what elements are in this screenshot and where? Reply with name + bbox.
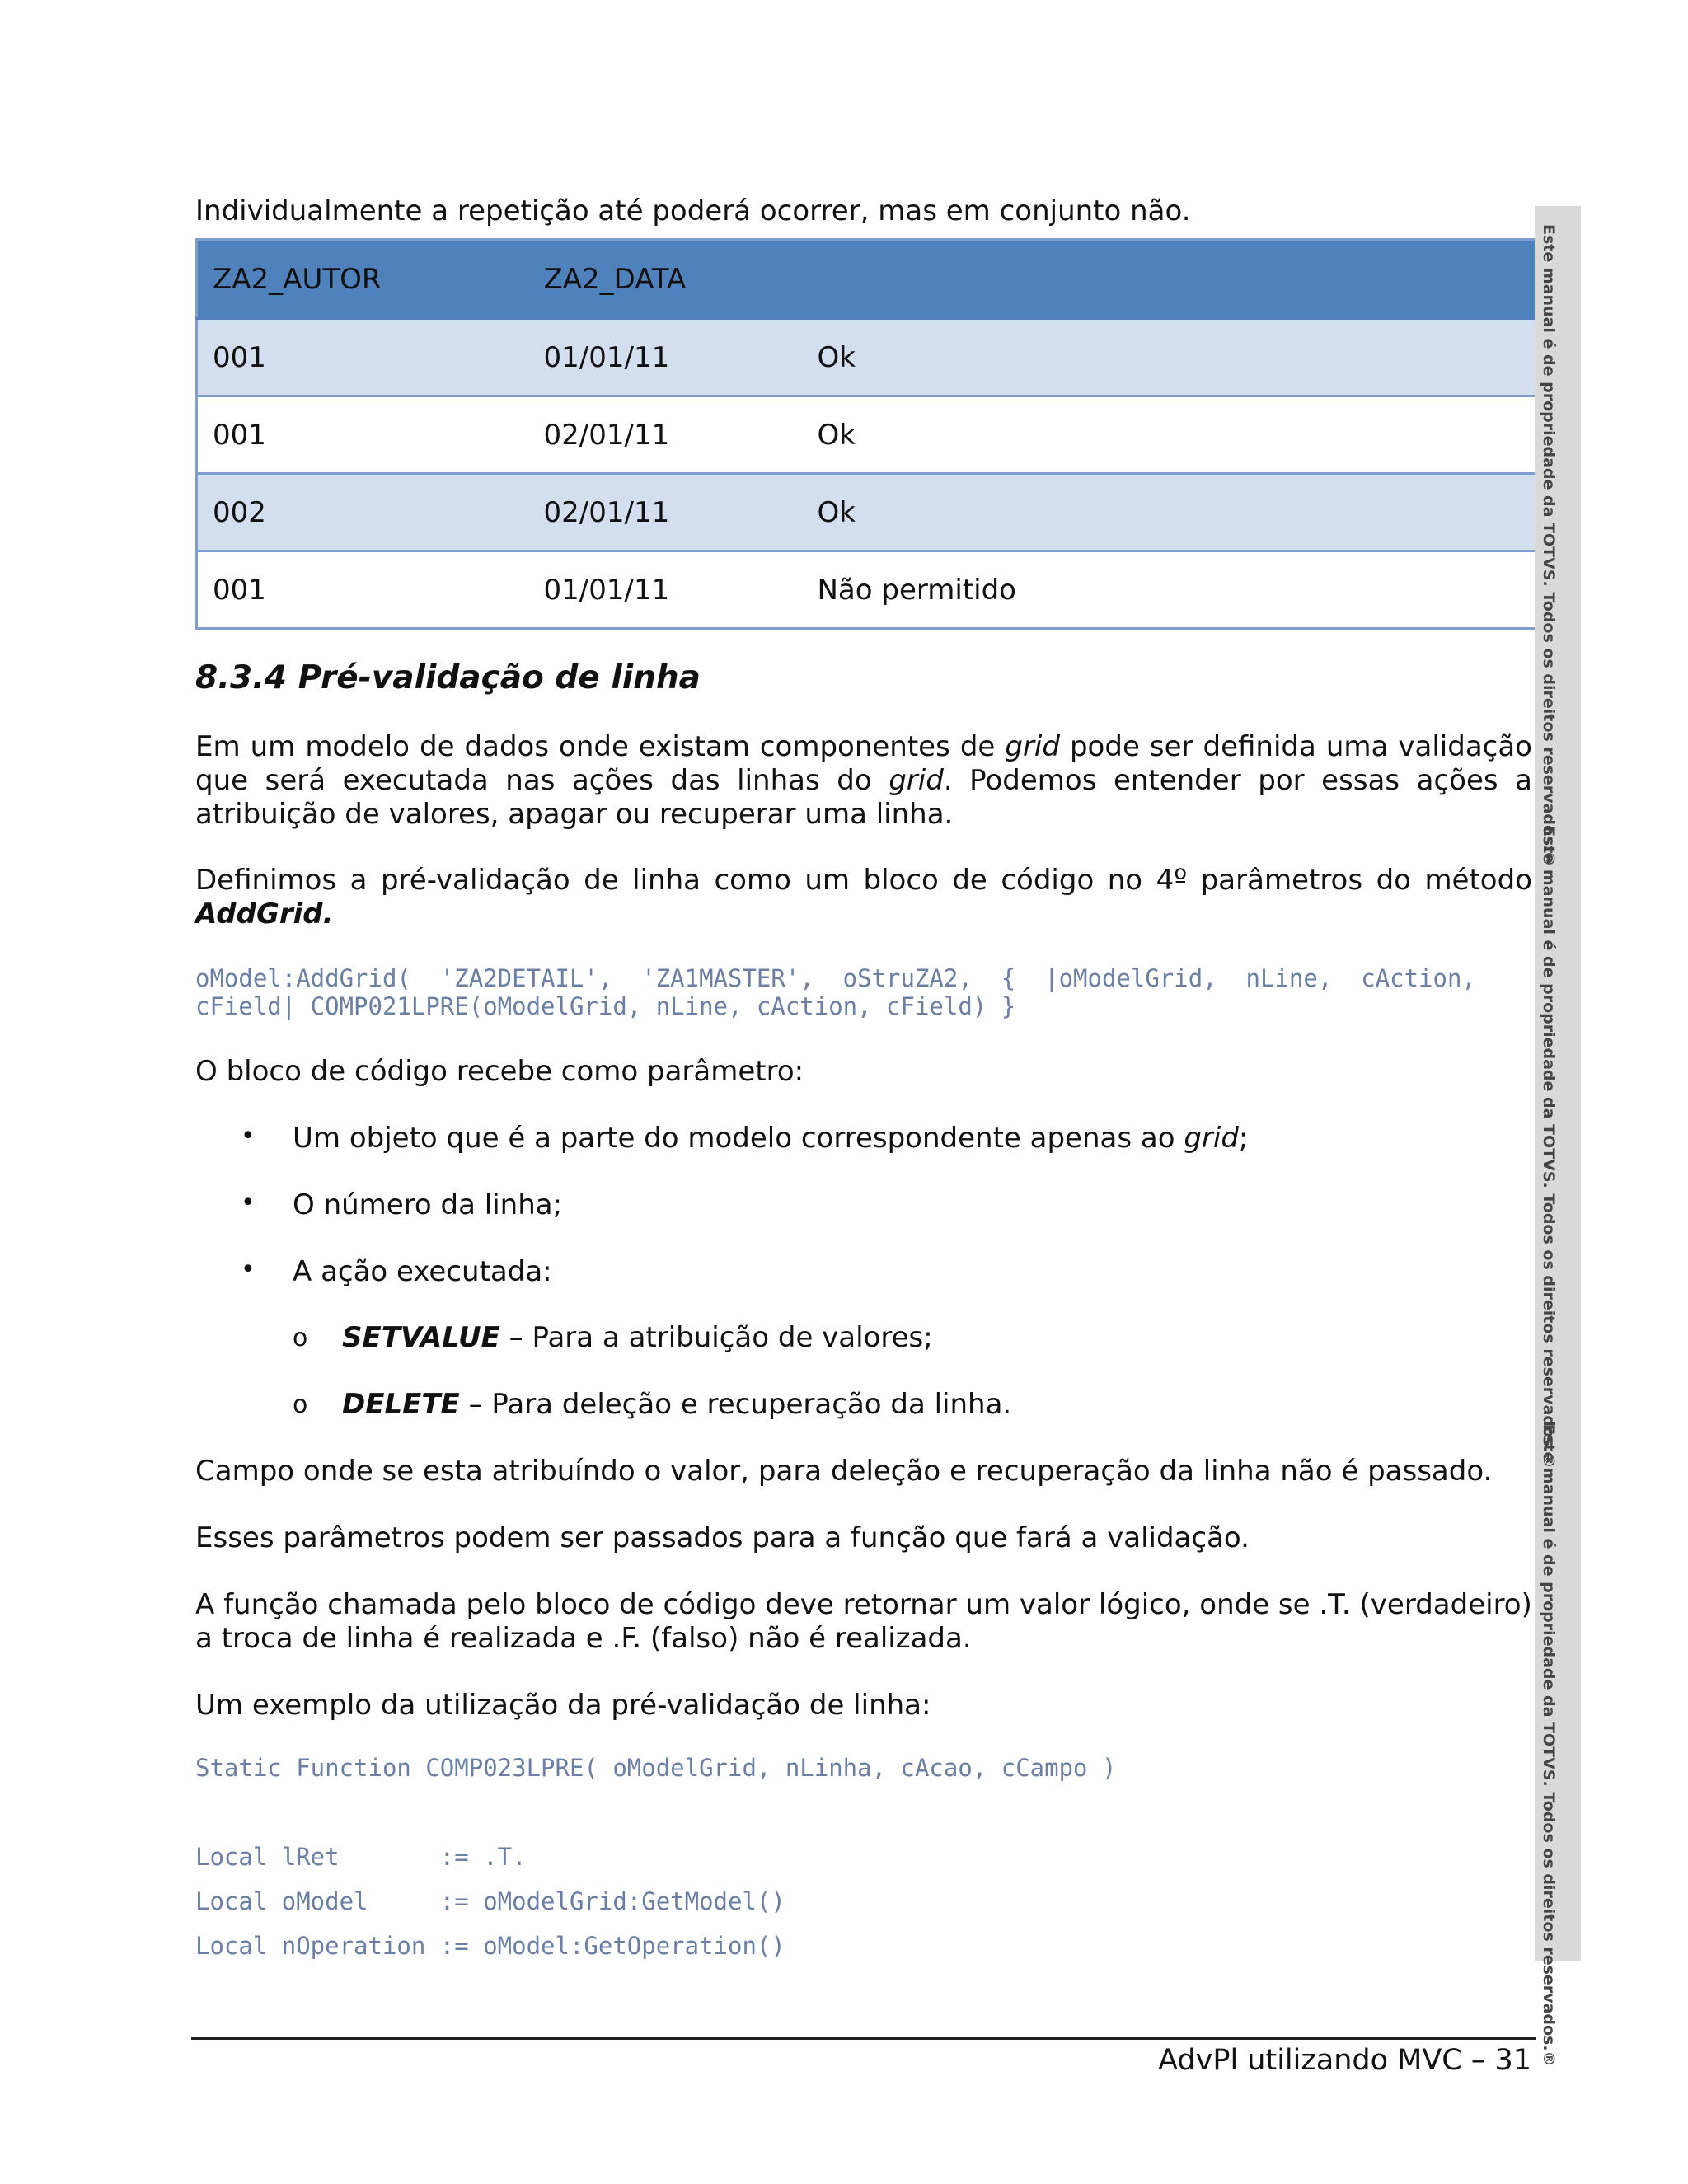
table-cell: Ok — [803, 319, 1543, 396]
table-cell: 001 — [197, 551, 529, 629]
table-row — [197, 551, 1543, 629]
table-cell: 002 — [197, 474, 529, 551]
data-table — [195, 238, 1544, 630]
intro-text: Individualmente a repetição até poderá ocorrer, mas em conjunto não. — [195, 194, 1191, 227]
table-cell: Ok — [803, 396, 1543, 474]
section-heading: 8.3.4 Pré-validação de linha — [195, 659, 701, 696]
sub-bullet-marker: o — [293, 1324, 308, 1352]
sub-bullet-item — [342, 1321, 933, 1355]
table-cell: Não permitido — [803, 551, 1543, 629]
code-line: cField| COMP021LPRE(oModelGrid, nLine, cAction, cField) } — [195, 992, 1016, 1020]
table-header-cell: ZA2_DATA — [529, 240, 803, 319]
paragraph-field: Campo onde se esta atribuíndo o valor, para deleção e recuperação da linha não é passado. — [195, 1455, 1493, 1488]
table-header-cell: ZA2_AUTOR — [197, 240, 529, 319]
bullet-item: O número da linha; — [293, 1188, 563, 1221]
table-row — [197, 319, 1543, 396]
text-run: – Para a atribuição de valores; — [499, 1321, 933, 1354]
table-cell: Ok — [803, 474, 1543, 551]
table-cell: 001 — [197, 319, 529, 396]
code-line: Local lRet := .T. — [195, 1843, 527, 1871]
copyright-notice: Este manual é de propriedade da TOTVS. Todos os direitos reservados.® — [1540, 826, 1558, 1469]
table-cell: 001 — [197, 396, 529, 474]
table-cell: 02/01/11 — [529, 474, 803, 551]
table-cell: 01/01/11 — [529, 319, 803, 396]
text-run: – Para deleção e recuperação da linha. — [459, 1388, 1012, 1421]
method-name: AddGrid. — [195, 898, 334, 930]
code-snippet-addgrid — [195, 964, 1532, 1020]
text-run: ; — [1238, 1122, 1249, 1155]
sub-bullet-item — [342, 1388, 1011, 1422]
table-header-cell — [803, 240, 1543, 319]
table-row — [197, 396, 1543, 474]
bullet-item: A ação executada: — [293, 1255, 552, 1288]
copyright-notice: Este manual é de propriedade da TOTVS. Todos os direitos reservados.® — [1540, 1424, 1558, 2067]
table-row — [197, 474, 1543, 551]
paragraph-passing: Esses parâmetros podem ser passados para a função que fará a validação. — [195, 1521, 1250, 1554]
code-line: Local oModel := oModelGrid:GetModel() — [195, 1887, 785, 1915]
copyright-notice: Este manual é de propriedade da TOTVS. Todos os direitos reservados.® — [1540, 224, 1558, 867]
footer-rule — [191, 2037, 1536, 2040]
bullet-dot: • — [241, 1255, 256, 1284]
keyword: SETVALUE — [342, 1321, 500, 1354]
sub-bullet-marker: o — [293, 1390, 308, 1419]
table-cell: 01/01/11 — [529, 551, 803, 629]
code-line: oModel:AddGrid( 'ZA2DETAIL', 'ZA1MASTER', oStruZA2, { |oModelGrid, nLine, cAction, — [195, 964, 1476, 992]
paragraph-intro — [195, 730, 1532, 832]
code-line: Static Function COMP023LPRE( oModelGrid, nLinha, cAcao, cCampo ) — [195, 1754, 1117, 1782]
text-run: Em um modelo de dados onde existam componentes de — [195, 730, 1006, 763]
bullet-dot: • — [241, 1122, 256, 1151]
keyword: DELETE — [342, 1388, 460, 1421]
text-run: . Podemos entender por essas ações a atribuição de valores, apagar ou recuperar uma linha. — [195, 764, 1532, 831]
page-footer: AdvPl utilizando MVC – 31 — [1158, 2044, 1531, 2077]
text-run: Definimos a pré-validação de linha como um bloco de código no 4º parâmetros do método — [195, 864, 1532, 897]
text-run: pode ser definida uma validação que será executada nas ações das linhas do — [195, 730, 1532, 797]
table-cell: 02/01/11 — [529, 396, 803, 474]
text-run: Um objeto que é a parte do modelo correspondente apenas ao — [293, 1122, 1184, 1155]
code-line: Local nOperation := oModel:GetOperation() — [195, 1932, 785, 1960]
text-run-italic: grid — [1184, 1122, 1239, 1155]
paragraph-definition — [195, 864, 1532, 931]
text-run-italic: grid — [1005, 730, 1060, 763]
paragraph-params: O bloco de código recebe como parâmetro: — [195, 1055, 804, 1088]
paragraph-example: Um exemplo da utilização da pré-validação de linha: — [195, 1689, 931, 1722]
text-run-italic: grid — [889, 764, 944, 797]
table-header-row — [197, 240, 1543, 319]
paragraph-return: A função chamada pelo bloco de código deve retornar um valor lógico, onde se .T. (verdadeiro) a troca de linha é realizada e .F. (falso) não é realizada. — [195, 1588, 1532, 1655]
bullet-item — [293, 1122, 1248, 1155]
bullet-dot: • — [241, 1188, 256, 1217]
